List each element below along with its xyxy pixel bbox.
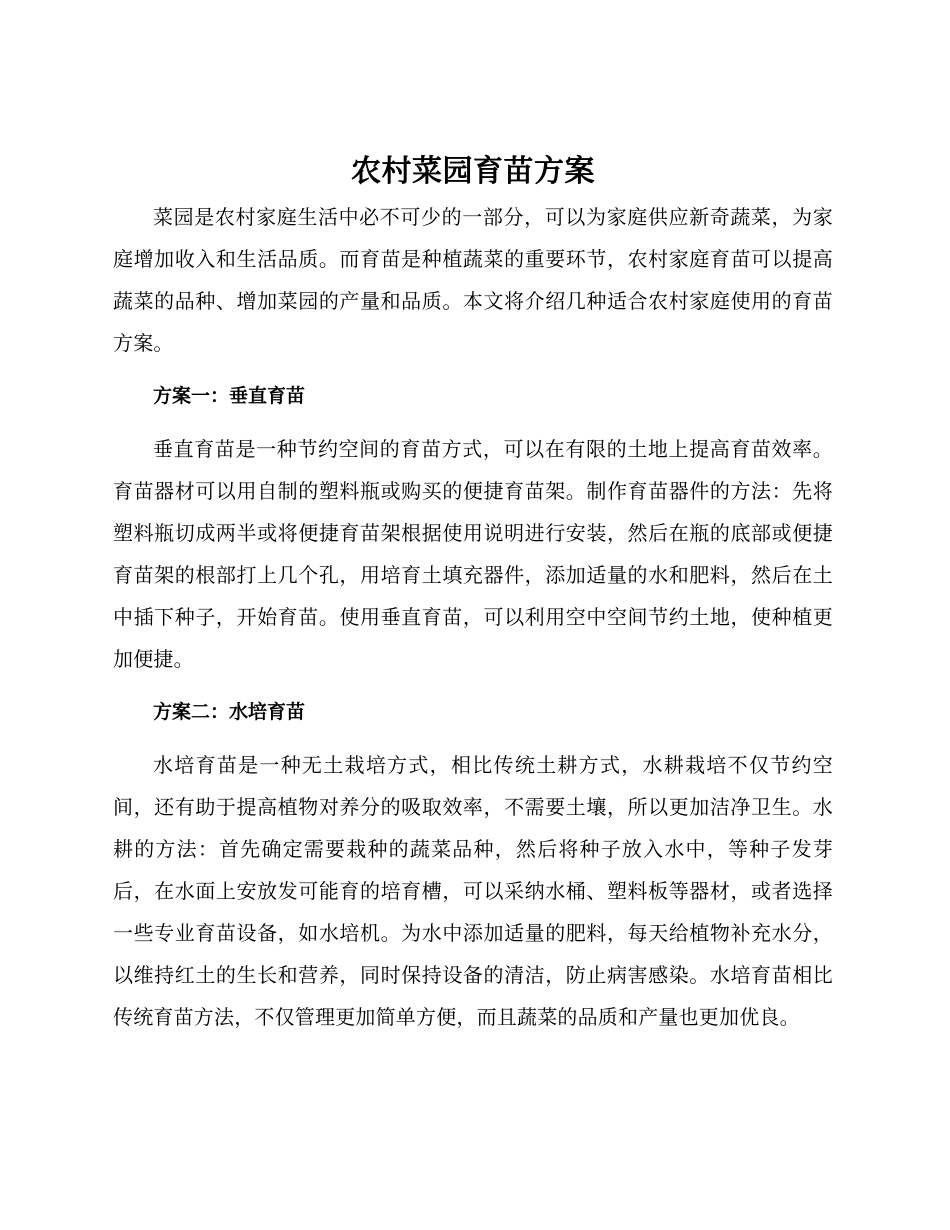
section-body-hydroponic: 水培育苗是一种无土栽培方式，相比传统土耕方式，水耕栽培不仅节约空间，还有助于提高植物对养分的吸取效率，不需要土壤，所以更加洁净卫生。水耕的方法：首先确定需要栽种的蔬菜品种，然后将种子放入水中，等种子发芽后，在水面上安放发可能育的培育槽，可以采纳水桶、塑料板等器材，或者选择一些专业育苗设备，如水培机。为水中添加适量的肥料，每天给植物补充水分，以维持红土的生长和营养，同时保持设备的清洁，防止病害感染。水培育苗相比传统育苗方法，不仅管理更加简单方便，而且蔬菜的品质和产量也更加优良。 xyxy=(113,753,833,1029)
section-heading-vertical: 方案一：垂直育苗 xyxy=(153,385,306,407)
document-page xyxy=(113,148,833,1038)
section-body-vertical: 垂直育苗是一种节约空间的育苗方式，可以在有限的土地上提高育苗效率。育苗器材可以用自制的塑料瓶或购买的便捷育苗架。制作育苗器件的方法：先将塑料瓶切成两半或将便捷育苗架根据使用说明进行安装，然后在瓶的底部或便捷育苗架的根部打上几个孔，用培育土填充器件，添加适量的水和肥料，然后在土中插下种子，开始育苗。使用垂直育苗，可以利用空中空间节约土地，使种植更加便捷。 xyxy=(113,437,833,671)
document-title: 农村菜园育苗方案 xyxy=(351,154,595,189)
section-heading-hydroponic: 方案二：水培育苗 xyxy=(153,701,306,723)
intro-paragraph: 菜园是农村家庭生活中必不可少的一部分，可以为家庭供应新奇蔬菜，为家庭增加收入和生活品质。而育苗是种植蔬菜的重要环节，农村家庭育苗可以提高蔬菜的品种、增加菜园的产量和品质。本文将介绍几种适合农村家庭使用的育苗方案。 xyxy=(113,205,833,355)
